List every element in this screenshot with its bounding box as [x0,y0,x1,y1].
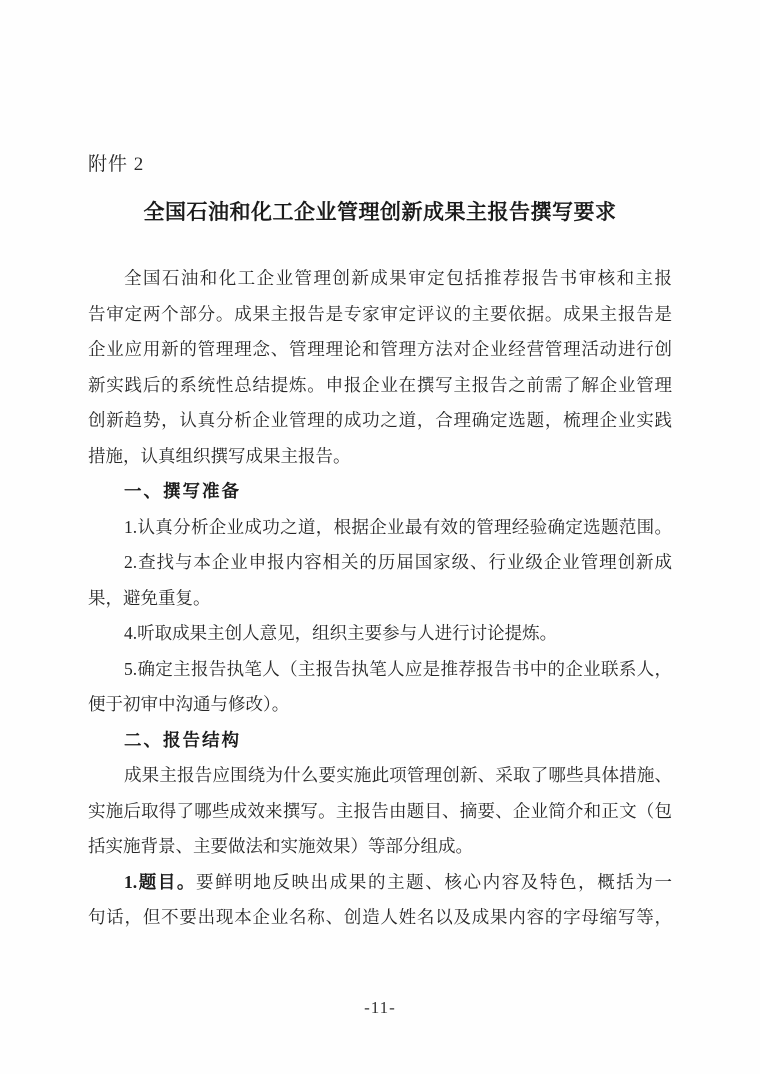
text-line: 1.认真分析企业成功之道，根据企业最有效的管理经验确定选题范围。 [124,516,672,537]
text-line: 便于初审中沟通与修改）。 [88,694,290,714]
text-line: 全国石油和化工企业管理创新成果审定包括推荐报告书审核和主报 [124,268,672,288]
text-line: 果，避免重复。 [88,587,211,608]
text-line: 新实践后的系统性总结提炼。申报企业在撰写主报告之前需了解企业管理 [88,374,672,395]
text-line: 句话，但不要出现本企业名称、创造人姓名以及成果内容的字母缩写等， [88,907,672,927]
section-heading: 一、撰写准备 [124,481,241,501]
document-title: 全国石油和化工企业管理创新成果主报告撰写要求 [143,200,617,224]
text-line: 4.听取成果主创人意见，组织主要参与人进行讨论提炼。 [124,623,558,643]
text-line: 实施后取得了哪些成效来撰写。主报告由题目、摘要、企业简介和正文（包 [88,800,672,821]
text-line: 企业应用新的管理理念、管理理论和管理方法对企业经营管理活动进行创 [88,339,672,359]
attachment-label: 附件 2 [88,154,145,175]
text-line: 1.题目。要鲜明地反映出成果的主题、核心内容及特色，概括为一 [124,871,673,892]
text-line: 创新趋势，认真分析企业管理的成功之道，合理确定选题，梳理企业实践 [88,410,672,430]
text-line: 措施，认真组织撰写成果主报告。 [88,445,351,466]
text-line: 5.确定主报告执笔人（主报告执笔人应是推荐报告书中的企业联系人， [124,658,672,679]
section-heading: 二、报告结构 [124,729,241,750]
text-line: 告审定两个部分。成果主报告是专家审定评议的主要依据。成果主报告是 [88,303,672,324]
text-line: 成果主报告应围绕为什么要实施此项管理创新、采取了哪些具体措施、 [124,765,672,785]
text-line: 括实施背景、主要做法和实施效果）等部分组成。 [88,836,473,856]
bold-run-in-label: 1.题目。 [124,871,197,892]
text-line: 2.查找与本企业申报内容相关的历届国家级、行业级企业管理创新成 [124,552,672,572]
page-number: -11- [364,998,396,1017]
document-body [88,261,672,936]
